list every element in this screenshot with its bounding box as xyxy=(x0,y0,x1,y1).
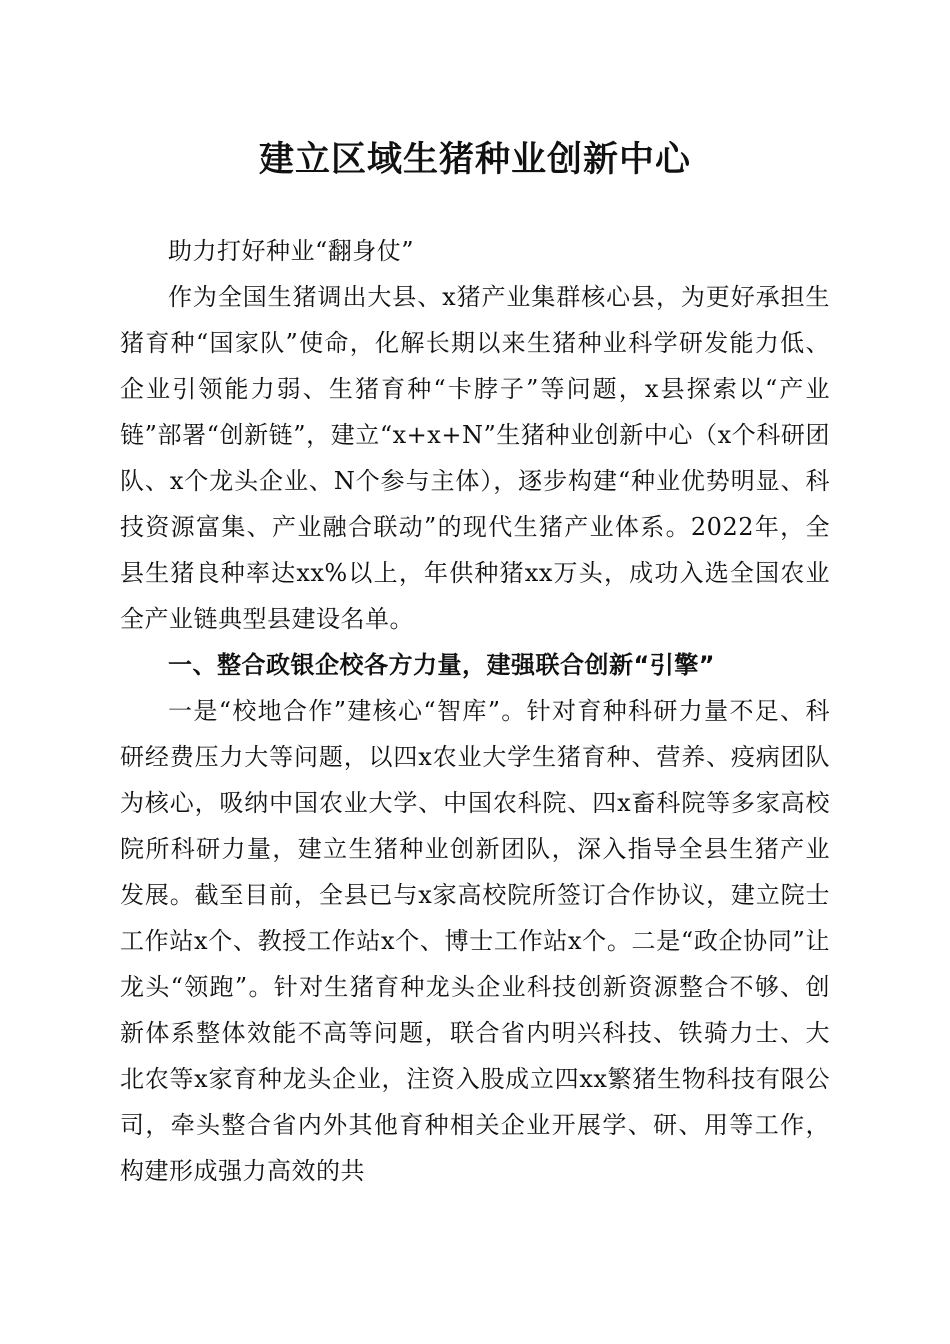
section-paragraph: 一是“校地合作”建核心“智库”。针对育种科研力量不足、科研经费压力大等问题，以四x农业大学生猪育种、营养、疫病团队为核心，吸纳中国农业大学、中国农科院、四x畜科院等多家高校院所科研力量，建立生猪种业创新团队，深入指导全县生猪产业发展。截至目前，全县已与x家高校院所签订合作协议，建立院士工作站x个、教授工作站x个、博士工作站x个。二是“政企协同”让龙头“领跑”。针对生猪育种龙头企业科技创新资源整合不够、创新体系整体效能不高等问题，联合省内明兴科技、铁骑力士、大北农等x家育种龙头企业，注资入股成立四xx繁猪生物科技有限公司，牵头整合省内外其他育种相关企业开展学、研、用等工作，构建形成强力高效的共 xyxy=(120,697,830,1185)
intro-paragraph: 作为全国生猪调出大县、x猪产业集群核心县，为更好承担生猪育种“国家队”使命，化解长期以来生猪种业科学研发能力低、企业引领能力弱、生猪育种“卡脖子”等问题，x县探索以“产业链”部署“创新链”，建立“x+x+N”生猪种业创新中心（x个科研团队、x个龙头企业、N个参与主体），逐步构建“种业优势明显、科技资源富集、产业融合联动”的现代生猪产业体系。2022年，全县生猪良种率达xx%以上，年供种猪xx万头，成功入选全国农业全产业链典型县建设名单。 xyxy=(120,283,830,633)
document-body xyxy=(120,228,830,1194)
section-heading: 一、整合政银企校各方力量，建强联合创新“引擎” xyxy=(168,651,716,679)
subtitle-paragraph: 助力打好种业“翻身仗” xyxy=(168,237,415,265)
document-title: 建立区域生猪种业创新中心 xyxy=(258,139,691,180)
